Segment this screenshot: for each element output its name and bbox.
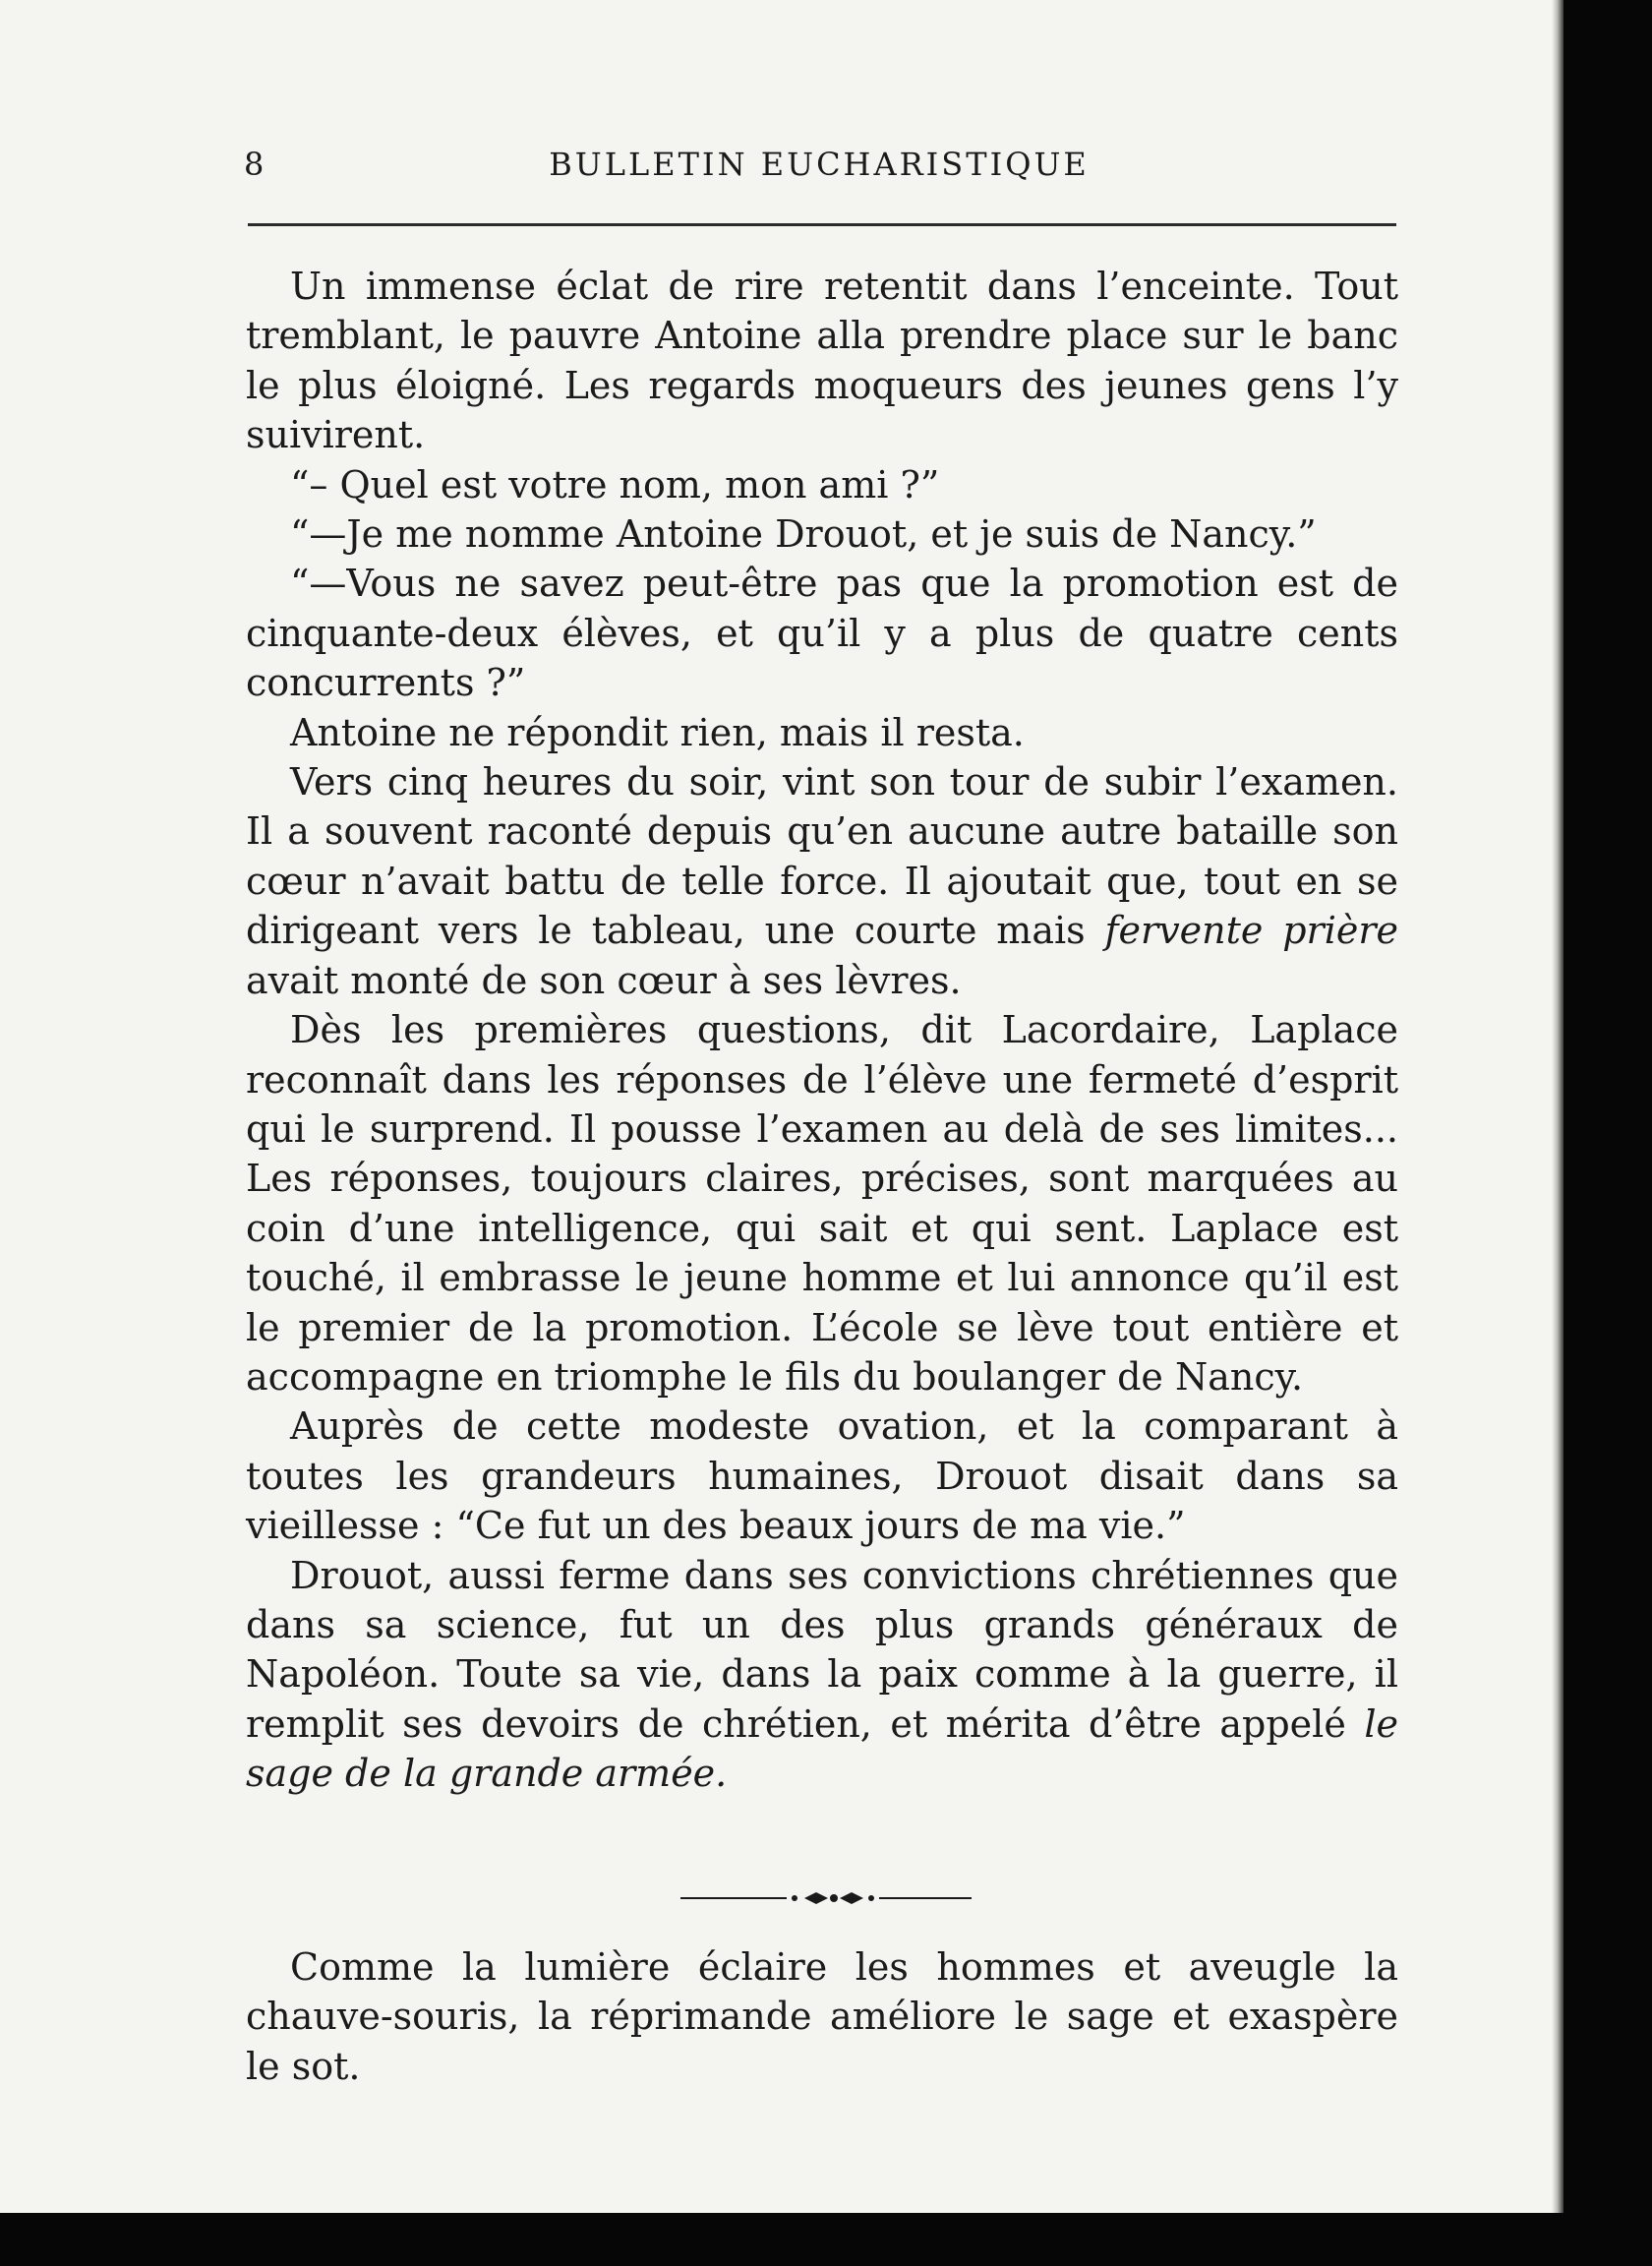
paragraph: Dès les premières questions, dit Lacordaire, Laplace reconnaît dans les réponses de l’élève une fermeté d’esprit qui le surprend. Il pousse l’examen au delà de ses limites... Les réponses, toujours claires, précises, sont marquées au coin d’une intelligence, qui sait et qui sent. Laplace est touché, il embrasse le jeune homme et lui annonce qu’il est le premier de la promotion. L’école se lève tout entière et accompagne en triomphe le fils du boulanger de Nancy. [246, 1008, 1398, 1399]
scan-border-right [1564, 0, 1652, 2266]
italic-text: le sage de la grande armée. [246, 1701, 1398, 1796]
paragraph: Auprès de cette modeste ovation, et la comparant à toutes les grandeurs humaines, Drouot disait dans sa vieillesse : “Ce fut un des beaux jours de ma vie.” [246, 1404, 1398, 1548]
text-run: Drouot, aussi ferme dans ses convictions chrétiennes que dans sa science, fut un des plus grands généraux de Napoléon. Toute sa vie, dans la paix comme à la guerre, il remplit ses devoirs de chrétien, et mérita d’être appelé [246, 1553, 1398, 1746]
ornament-divider [678, 1883, 974, 1913]
paragraph: Antoine ne répondit rien, mais il resta. [290, 710, 1025, 754]
maxim [246, 1942, 1398, 2091]
page-number: 8 [244, 146, 267, 183]
page-edge-shadow [1552, 0, 1564, 2213]
text-run: avait monté de son cœur à ses lèvres. [246, 958, 962, 1002]
header-rule [248, 223, 1396, 226]
running-title: BULLETIN EUCHARISTIQUE [549, 146, 1090, 183]
paragraph: Un immense éclat de rire retentit dans l’enceinte. Tout tremblant, le pauvre Antoine alla prendre place sur le banc le plus éloigné. Les regards moqueurs des jeunes gens l’y suivirent. [246, 265, 1398, 457]
paragraph: “—Vous ne savez peut-être pas que la promotion est de cinquante-deux élèves, et qu’il y a plus de quatre cents concurrents ?” [246, 562, 1398, 705]
paragraph [246, 757, 1398, 1005]
main-text [246, 262, 1398, 1799]
text-run: Vers cinq heures du soir, vint son tour de subir l’examen. Il a souvent raconté depuis qu’en aucune autre bataille son cœur n’avait battu de telle force. Il ajoutait que, tout en se dirigeant vers le tableau, une courte mais [246, 760, 1398, 953]
paragraph: “—Je me nomme Antoine Drouot, et je suis de Nancy.” [290, 512, 1317, 557]
italic-text: fervente prière [1104, 909, 1398, 953]
scan-border-bottom [0, 2213, 1652, 2266]
running-head [244, 146, 1394, 185]
paragraph [246, 1551, 1398, 1799]
paragraph: “– Quel est votre nom, mon ami ?” [290, 462, 940, 507]
paragraph: Comme la lumière éclaire les hommes et aveugle la chauve-souris, la réprimande améliore le sage et exaspère le sot. [246, 1945, 1398, 2088]
